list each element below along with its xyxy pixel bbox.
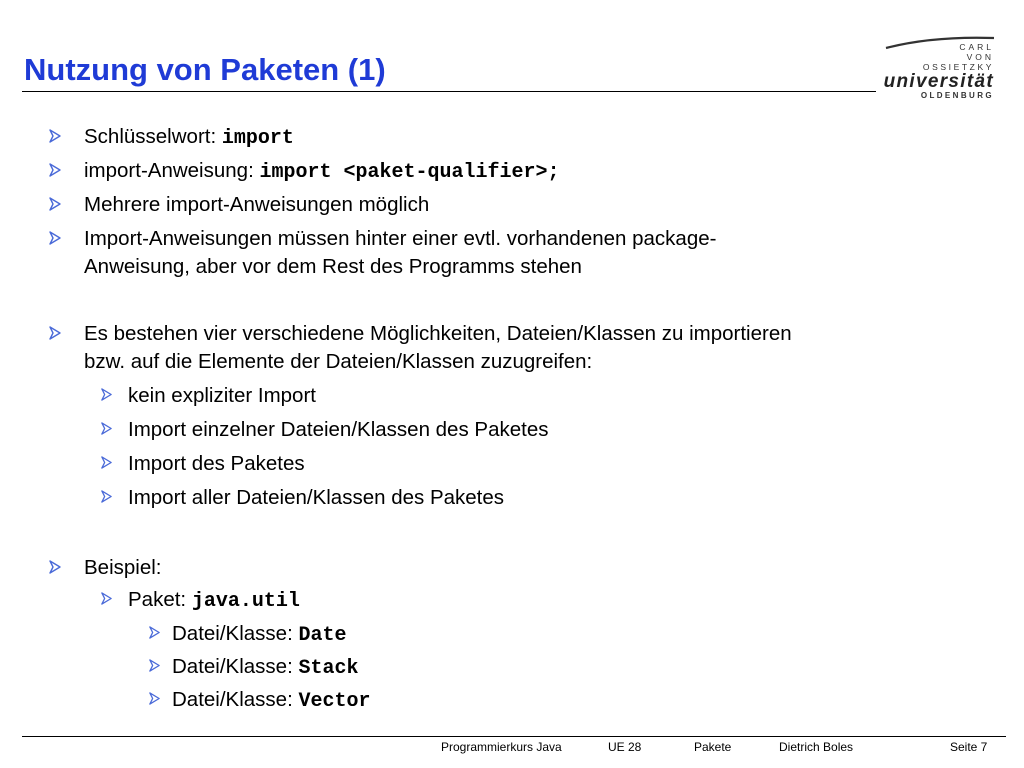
bullet-keyword-label: Schlüsselwort: xyxy=(84,125,222,148)
chevron-arrow-icon xyxy=(148,659,161,672)
sub-bullet-option: kein expliziter Import xyxy=(128,384,316,407)
bullet-keyword xyxy=(84,125,294,151)
bullet-import-position-line2: Anweisung, aber vor dem Rest des Programms stehen xyxy=(84,255,582,278)
chevron-arrow-icon xyxy=(148,626,161,639)
sub-sub-bullet-class xyxy=(172,688,371,714)
chevron-arrow-icon xyxy=(100,490,113,503)
footer-author: Dietrich Boles xyxy=(779,740,854,754)
logo-line-von: VON xyxy=(966,52,994,62)
logo-line-ossietzky: OSSIETZKY xyxy=(922,62,994,72)
class-label: Datei/Klasse: xyxy=(172,688,299,711)
chevron-arrow-icon xyxy=(48,197,62,211)
package-label: Paket: xyxy=(128,588,192,611)
university-logo xyxy=(882,34,1000,102)
sub-sub-bullet-class xyxy=(172,622,347,648)
chevron-arrow-icon xyxy=(48,560,62,574)
code-class-name: Stack xyxy=(298,657,359,680)
bullet-possibilities-line1: Es bestehen vier verschiedene Möglichkeiten, Dateien/Klassen zu importieren xyxy=(84,322,792,345)
bullet-import-statement-label: import-Anweisung: xyxy=(84,159,260,182)
sub-bullet-option: Import des Paketes xyxy=(128,452,305,475)
bullet-example: Beispiel: xyxy=(84,556,162,579)
bullet-possibilities-line2: bzw. auf die Elemente der Dateien/Klassen zuzugreifen: xyxy=(84,350,593,373)
footer-unit: UE 28 xyxy=(608,740,642,754)
bullet-multiple-imports: Mehrere import-Anweisungen möglich xyxy=(84,193,430,216)
sub-sub-bullet-class xyxy=(172,655,359,681)
chevron-arrow-icon xyxy=(100,388,113,401)
bullet-import-statement xyxy=(84,159,560,185)
sub-bullet-package xyxy=(128,588,300,614)
code-class-name: Date xyxy=(298,624,347,647)
class-label: Datei/Klasse: xyxy=(172,655,299,678)
code-package-name: java.util xyxy=(191,590,300,613)
footer-course: Programmierkurs Java xyxy=(441,740,562,754)
footer-topic: Pakete xyxy=(694,740,732,754)
chevron-arrow-icon xyxy=(48,163,62,177)
logo-line-oldenburg: OLDENBURG xyxy=(920,91,994,100)
chevron-arrow-icon xyxy=(100,456,113,469)
footer-page-number: Seite 7 xyxy=(950,740,988,754)
title-underline xyxy=(22,91,876,92)
class-label: Datei/Klasse: xyxy=(172,622,299,645)
footer-rule xyxy=(22,736,1006,737)
logo-line-universitaet: universität xyxy=(883,71,994,92)
sub-bullet-option: Import einzelner Dateien/Klassen des Paketes xyxy=(128,418,549,441)
chevron-arrow-icon xyxy=(100,592,113,605)
bullet-import-position-line1: Import-Anweisungen müssen hinter einer evtl. vorhandenen package- xyxy=(84,227,717,250)
slide-title: Nutzung von Paketen (1) xyxy=(24,52,386,87)
logo-line-carl: CARL xyxy=(959,42,994,52)
sub-bullet-option: Import aller Dateien/Klassen des Paketes xyxy=(128,486,505,509)
chevron-arrow-icon xyxy=(48,129,62,143)
chevron-arrow-icon xyxy=(148,692,161,705)
code-import: import xyxy=(221,127,294,150)
chevron-arrow-icon xyxy=(48,326,62,340)
code-import-statement: import <paket-qualifier>; xyxy=(259,161,560,184)
chevron-arrow-icon xyxy=(100,422,113,435)
chevron-arrow-icon xyxy=(48,231,62,245)
code-class-name: Vector xyxy=(298,690,371,713)
